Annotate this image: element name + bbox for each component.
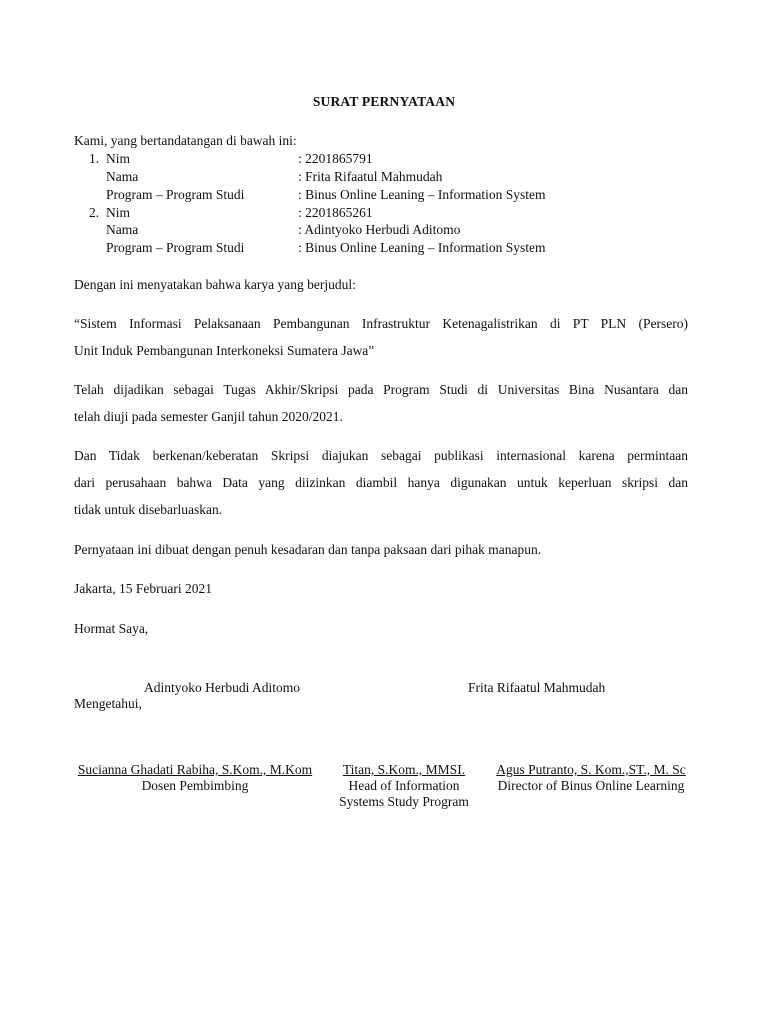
member-number: 2. [89, 205, 100, 220]
program-label: Program – Program Studi [106, 240, 245, 255]
thesis-title [74, 310, 688, 364]
name-value: : Adintyoko Herbudi Aditomo [298, 222, 461, 237]
approver-supervisor [74, 762, 316, 794]
approver-role: Systems Study Program [339, 794, 469, 809]
approver-director [488, 762, 694, 794]
paragraph-line: dari perusahaan bahwa Data yang diizinkan diambil hanya digunakan untuk keperluan skripsi dan [74, 475, 688, 490]
approver-role: Director of Binus Online Learning [497, 778, 685, 793]
student-signature-name: Frita Rifaatul Mahmudah [468, 680, 606, 695]
thesis-title-line: Unit Induk Pembangunan Interkoneksi Sumatera Jawa” [74, 343, 375, 358]
paragraph-line: Telah dijadikan sebagai Tugas Akhir/Skripsi pada Program Studi di Universitas Bina Nusantara dan [74, 382, 688, 397]
approver-name: Titan, S.Kom., MMSI. [342, 762, 466, 777]
paragraph-tested [74, 376, 688, 430]
nim-value: : 2201865791 [298, 151, 373, 166]
thesis-title-line: “Sistem Informasi Pelaksanaan Pembangunan Infrastruktur Ketenagalistrikan di PT PLN (Persero) [74, 316, 688, 331]
paragraph-consent: Pernyataan ini dibuat dengan penuh kesadaran dan tanpa paksaan dari pihak manapun. [74, 542, 542, 557]
nim-label: Nim [106, 151, 131, 166]
statement-intro: Dengan ini menyatakan bahwa karya yang berjudul: [74, 277, 356, 292]
program-label: Program – Program Studi [106, 187, 245, 202]
student-signature-name: Adintyoko Herbudi Aditomo [144, 680, 300, 695]
approver-role: Head of Information [348, 778, 460, 793]
paragraph-line: telah diuji pada semester Ganjil tahun 2020/2021. [74, 409, 343, 424]
paragraph-line: Dan Tidak berkenan/keberatan Skripsi diajukan sebagai publikasi internasional karena permintaan [74, 448, 688, 463]
approver-name: Sucianna Ghadati Rabiha, S.Kom., M.Kom [77, 762, 313, 777]
paragraph-line: tidak untuk disebarluaskan. [74, 502, 223, 517]
place-date: Jakarta, 15 Februari 2021 [74, 581, 212, 596]
program-value: : Binus Online Leaning – Information System [298, 240, 546, 255]
acknowledged-label: Mengetahui, [74, 696, 142, 711]
name-label: Nama [106, 222, 139, 237]
member-number: 1. [89, 151, 100, 166]
program-value: : Binus Online Leaning – Information System [298, 187, 546, 202]
name-value: : Frita Rifaatul Mahmudah [298, 169, 443, 184]
nim-value: : 2201865261 [298, 205, 373, 220]
approver-name: Agus Putranto, S. Kom.,ST., M. Sc [496, 762, 686, 777]
approver-head-of-program [330, 762, 478, 810]
closing-greeting: Hormat Saya, [74, 621, 149, 636]
paragraph-publication [74, 442, 688, 523]
approver-role: Dosen Pembimbing [141, 778, 249, 793]
document-title: SURAT PERNYATAAN [312, 94, 456, 109]
name-label: Nama [106, 169, 139, 184]
intro-line: Kami, yang bertandatangan di bawah ini: [74, 133, 297, 148]
nim-label: Nim [106, 205, 131, 220]
